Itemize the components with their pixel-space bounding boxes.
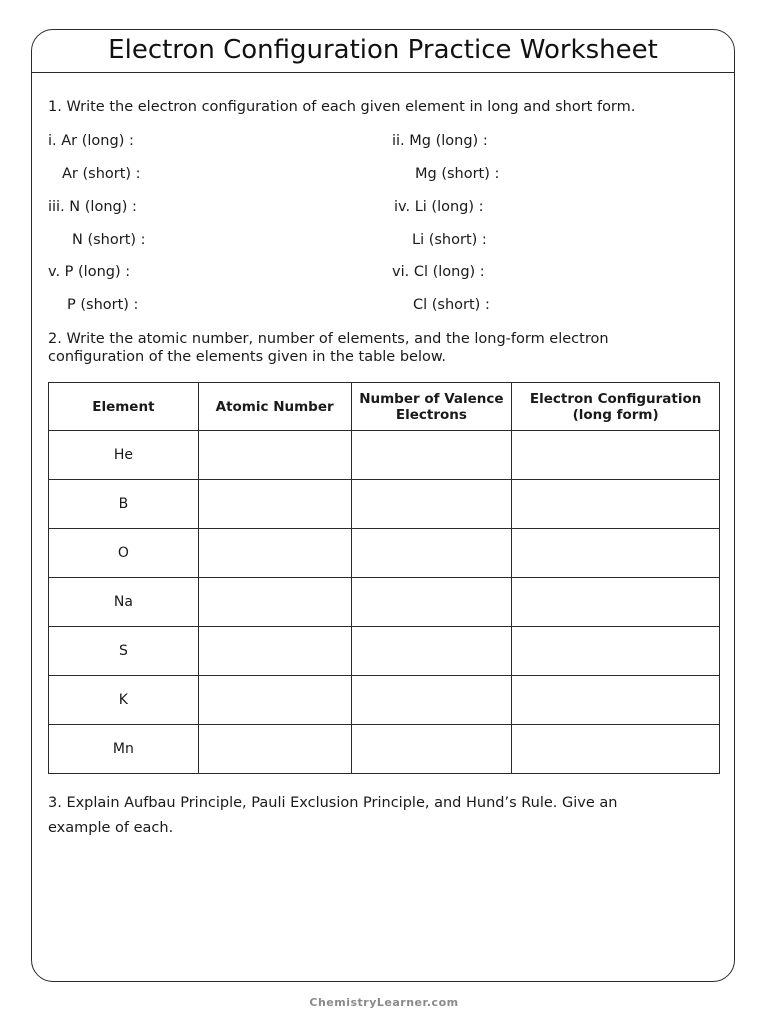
header-electron-configuration: Electron Configuration (long form) <box>512 383 720 431</box>
answer-cell <box>351 529 512 578</box>
header-valence-electrons: Number of Valence Electrons <box>351 383 512 431</box>
answer-cell <box>198 627 351 676</box>
element-table <box>48 382 720 774</box>
item-li-short: Li (short) : <box>412 232 487 248</box>
answer-cell <box>351 578 512 627</box>
table-row <box>49 578 720 627</box>
answer-cell <box>512 578 720 627</box>
answer-cell <box>198 529 351 578</box>
element-cell: O <box>49 529 199 578</box>
item-ar-long: i. Ar (long) : <box>48 133 134 149</box>
answer-cell <box>512 725 720 774</box>
answer-cell <box>351 431 512 480</box>
table-row <box>49 480 720 529</box>
site-credit: ChemistryLearner.com <box>309 996 459 1009</box>
question-3-prompt: 3. Explain Aufbau Principle, Pauli Exclusion Principle, and Hund’s Rule. Give an example of each. <box>48 795 618 836</box>
answer-cell <box>198 431 351 480</box>
item-p-short: P (short) : <box>67 297 139 313</box>
answer-cell <box>512 676 720 725</box>
answer-cell <box>512 529 720 578</box>
element-cell: Mn <box>49 725 199 774</box>
element-cell: K <box>49 676 199 725</box>
table-row <box>49 627 720 676</box>
item-mg-short: Mg (short) : <box>415 166 500 182</box>
page-title: Electron Configuration Practice Worksheet <box>32 30 734 73</box>
item-cl-short: Cl (short) : <box>413 297 490 313</box>
answer-cell <box>198 676 351 725</box>
item-ar-short: Ar (short) : <box>62 166 141 182</box>
table-header-row <box>49 383 720 431</box>
table-row <box>49 431 720 480</box>
answer-cell <box>512 627 720 676</box>
answer-cell <box>351 725 512 774</box>
item-cl-long: vi. Cl (long) : <box>392 264 485 280</box>
item-n-long: iii. N (long) : <box>48 199 137 215</box>
worksheet-frame <box>31 29 735 982</box>
table-row <box>49 725 720 774</box>
header-element: Element <box>49 383 199 431</box>
element-cell: Na <box>49 578 199 627</box>
item-p-long: v. P (long) : <box>48 264 131 280</box>
element-cell: B <box>49 480 199 529</box>
answer-cell <box>198 578 351 627</box>
header-atomic-number: Atomic Number <box>198 383 351 431</box>
answer-cell <box>351 627 512 676</box>
item-n-short: N (short) : <box>72 232 146 248</box>
table-row <box>49 529 720 578</box>
table-row <box>49 676 720 725</box>
answer-cell <box>198 480 351 529</box>
item-mg-long: ii. Mg (long) : <box>392 133 488 149</box>
element-cell: S <box>49 627 199 676</box>
answer-cell <box>351 676 512 725</box>
answer-cell <box>512 431 720 480</box>
question-1-prompt: 1. Write the electron configuration of each given element in long and short form. <box>48 99 636 115</box>
answer-cell <box>512 480 720 529</box>
question-2-prompt: 2. Write the atomic number, number of elements, and the long-form electron configuration of the elements given in the table below. <box>48 331 609 365</box>
answer-cell <box>198 725 351 774</box>
answer-cell <box>351 480 512 529</box>
element-cell: He <box>49 431 199 480</box>
item-li-long: iv. Li (long) : <box>394 199 484 215</box>
